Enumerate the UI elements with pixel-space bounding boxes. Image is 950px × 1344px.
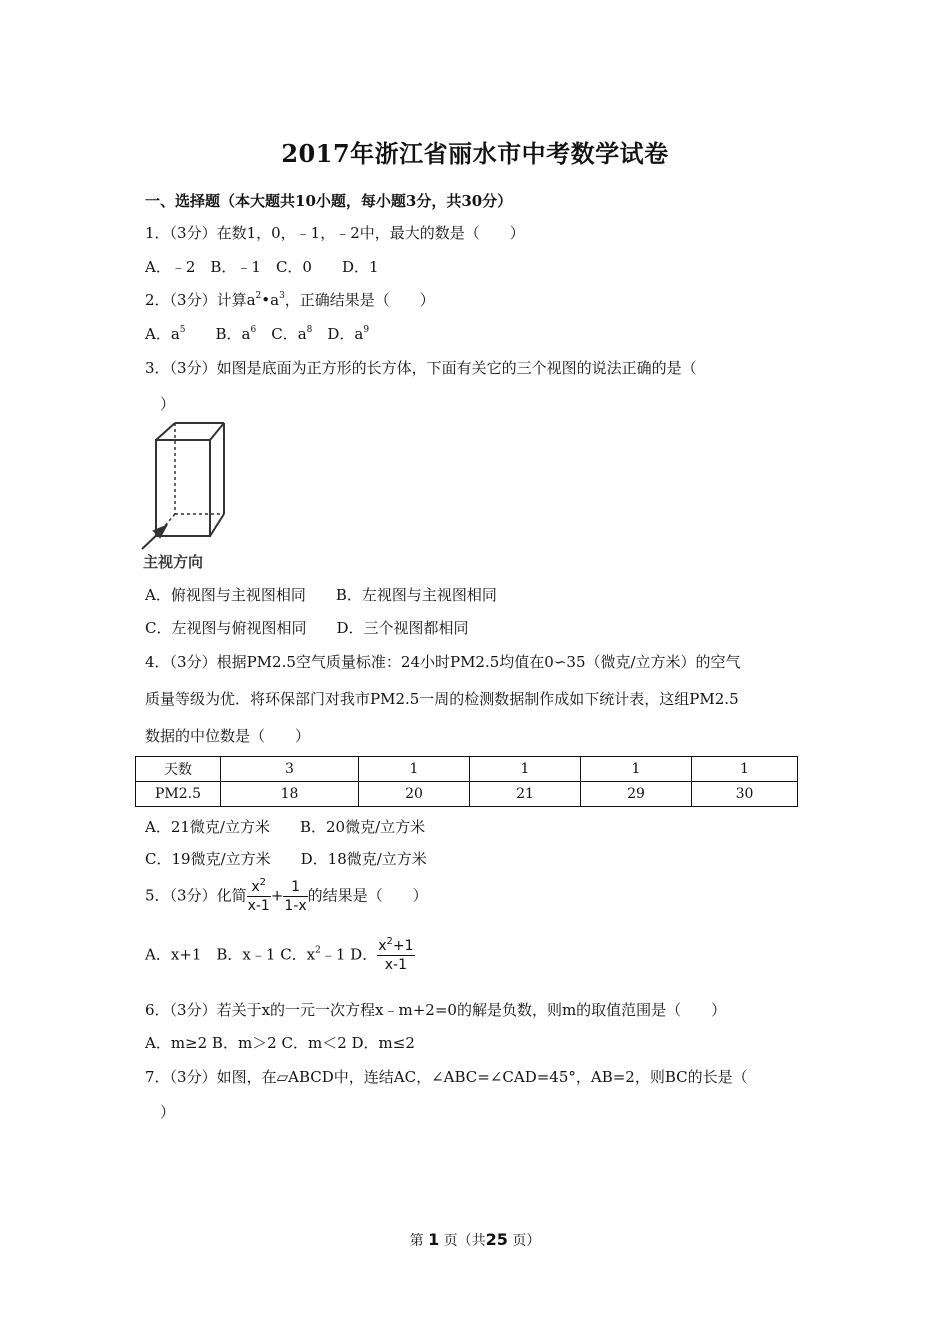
question-5-options: A．x+1 B．x﹣1 C．$x^2﹣1$ D． $\frac{x^2+1}{x-1}$ — [145, 936, 414, 973]
question-1-options: A．﹣2 B．﹣1 C．0 D．1 — [145, 258, 379, 276]
question-4-line3: 数据的中位数是（ ） — [145, 727, 311, 745]
table-cell: 1 — [581, 757, 692, 782]
cuboid-edge — [210, 514, 224, 536]
question-4-line1: 4．（3分）根据PM2.5空气质量标准：24小时PM2.5均值在0∽35（微克/立方米）的空气 — [145, 653, 741, 671]
table-cell: 天数 — [136, 757, 221, 782]
view-direction-label: 主视方向 — [143, 553, 204, 571]
fraction: $\frac{1}{1-x}$ — [284, 879, 307, 914]
question-6-options: A．m≥2 B．m＞2 C．m＜2 D．m≤2 — [145, 1034, 415, 1052]
fraction: $\frac{x^2}{x-1}$ — [247, 877, 270, 914]
question-5-stem: 5．（3分）化简 $\frac{x^2}{x-1}$ + $\frac{1}{1-x}$ 的结果是（ ） — [145, 877, 428, 914]
question-7-stem-line1: 7．（3分）如图，在▱ABCD中，连结AC，∠ABC=∠CAD=45°，AB=2，则BC的长是（ — [145, 1068, 748, 1086]
table-cell: PM2.5 — [136, 782, 221, 807]
question-6-stem: 6．（3分）若关于x的一元一次方程x﹣m+2=0的解是负数，则m的取值范围是（ ） — [145, 1001, 727, 1019]
question-3-options-line1: A．俯视图与主视图相同 B．左视图与主视图相同 — [145, 586, 497, 604]
table-cell: 1 — [470, 757, 581, 782]
question-7-stem-line2: ） — [160, 1103, 176, 1121]
question-3-options-line2: C．左视图与俯视图相同 D．三个视图都相同 — [145, 619, 469, 637]
table-cell: 30 — [692, 782, 798, 807]
table-cell: 21 — [470, 782, 581, 807]
question-1-stem: 1．（3分）在数1，0，﹣1，﹣2中，最大的数是（ ） — [145, 224, 525, 242]
question-4-options-line2: C．19微克/立方米 D．18微克/立方米 — [145, 850, 427, 868]
page-title: 2017年浙江省丽水市中考数学试卷 — [281, 139, 669, 168]
question-2-stem: 2．（3分）计算$a^2•a^3$，正确结果是（ ） — [145, 291, 435, 309]
table-cell: 1 — [359, 757, 470, 782]
table-cell: 1 — [692, 757, 798, 782]
cuboid-edge — [156, 423, 175, 440]
pm25-table — [135, 756, 798, 807]
cuboid-edge — [210, 423, 224, 440]
page-footer: 第 1 页（共25 页） — [409, 1230, 541, 1249]
question-2-options: A．$a^5$ B．$a^6$ C．$a^8$ D．$a^9$ — [145, 325, 370, 343]
table-cell: 3 — [221, 757, 359, 782]
table-row — [136, 782, 798, 807]
table-cell: 20 — [359, 782, 470, 807]
question-3-stem-line2: ） — [160, 395, 176, 413]
cuboid-front-face — [156, 440, 210, 536]
question-4-line2: 质量等级为优．将环保部门对我市PM2.5一周的检测数据制作成如下统计表，这组PM2.5 — [145, 690, 739, 708]
question-4-options-line1: A．21微克/立方米 B．20微克/立方米 — [145, 818, 426, 836]
table-cell: 18 — [221, 782, 359, 807]
fraction: $\frac{x^2+1}{x-1}$ — [378, 936, 414, 973]
table-cell: 29 — [581, 782, 692, 807]
table-row — [136, 757, 798, 782]
section-heading: 一、选择题（本大题共10小题，每小题3分，共30分） — [145, 192, 513, 210]
cuboid-figure — [140, 418, 240, 550]
question-3-stem-line1: 3．（3分）如图是底面为正方形的长方体，下面有关它的三个视图的说法正确的是（ — [145, 359, 697, 377]
